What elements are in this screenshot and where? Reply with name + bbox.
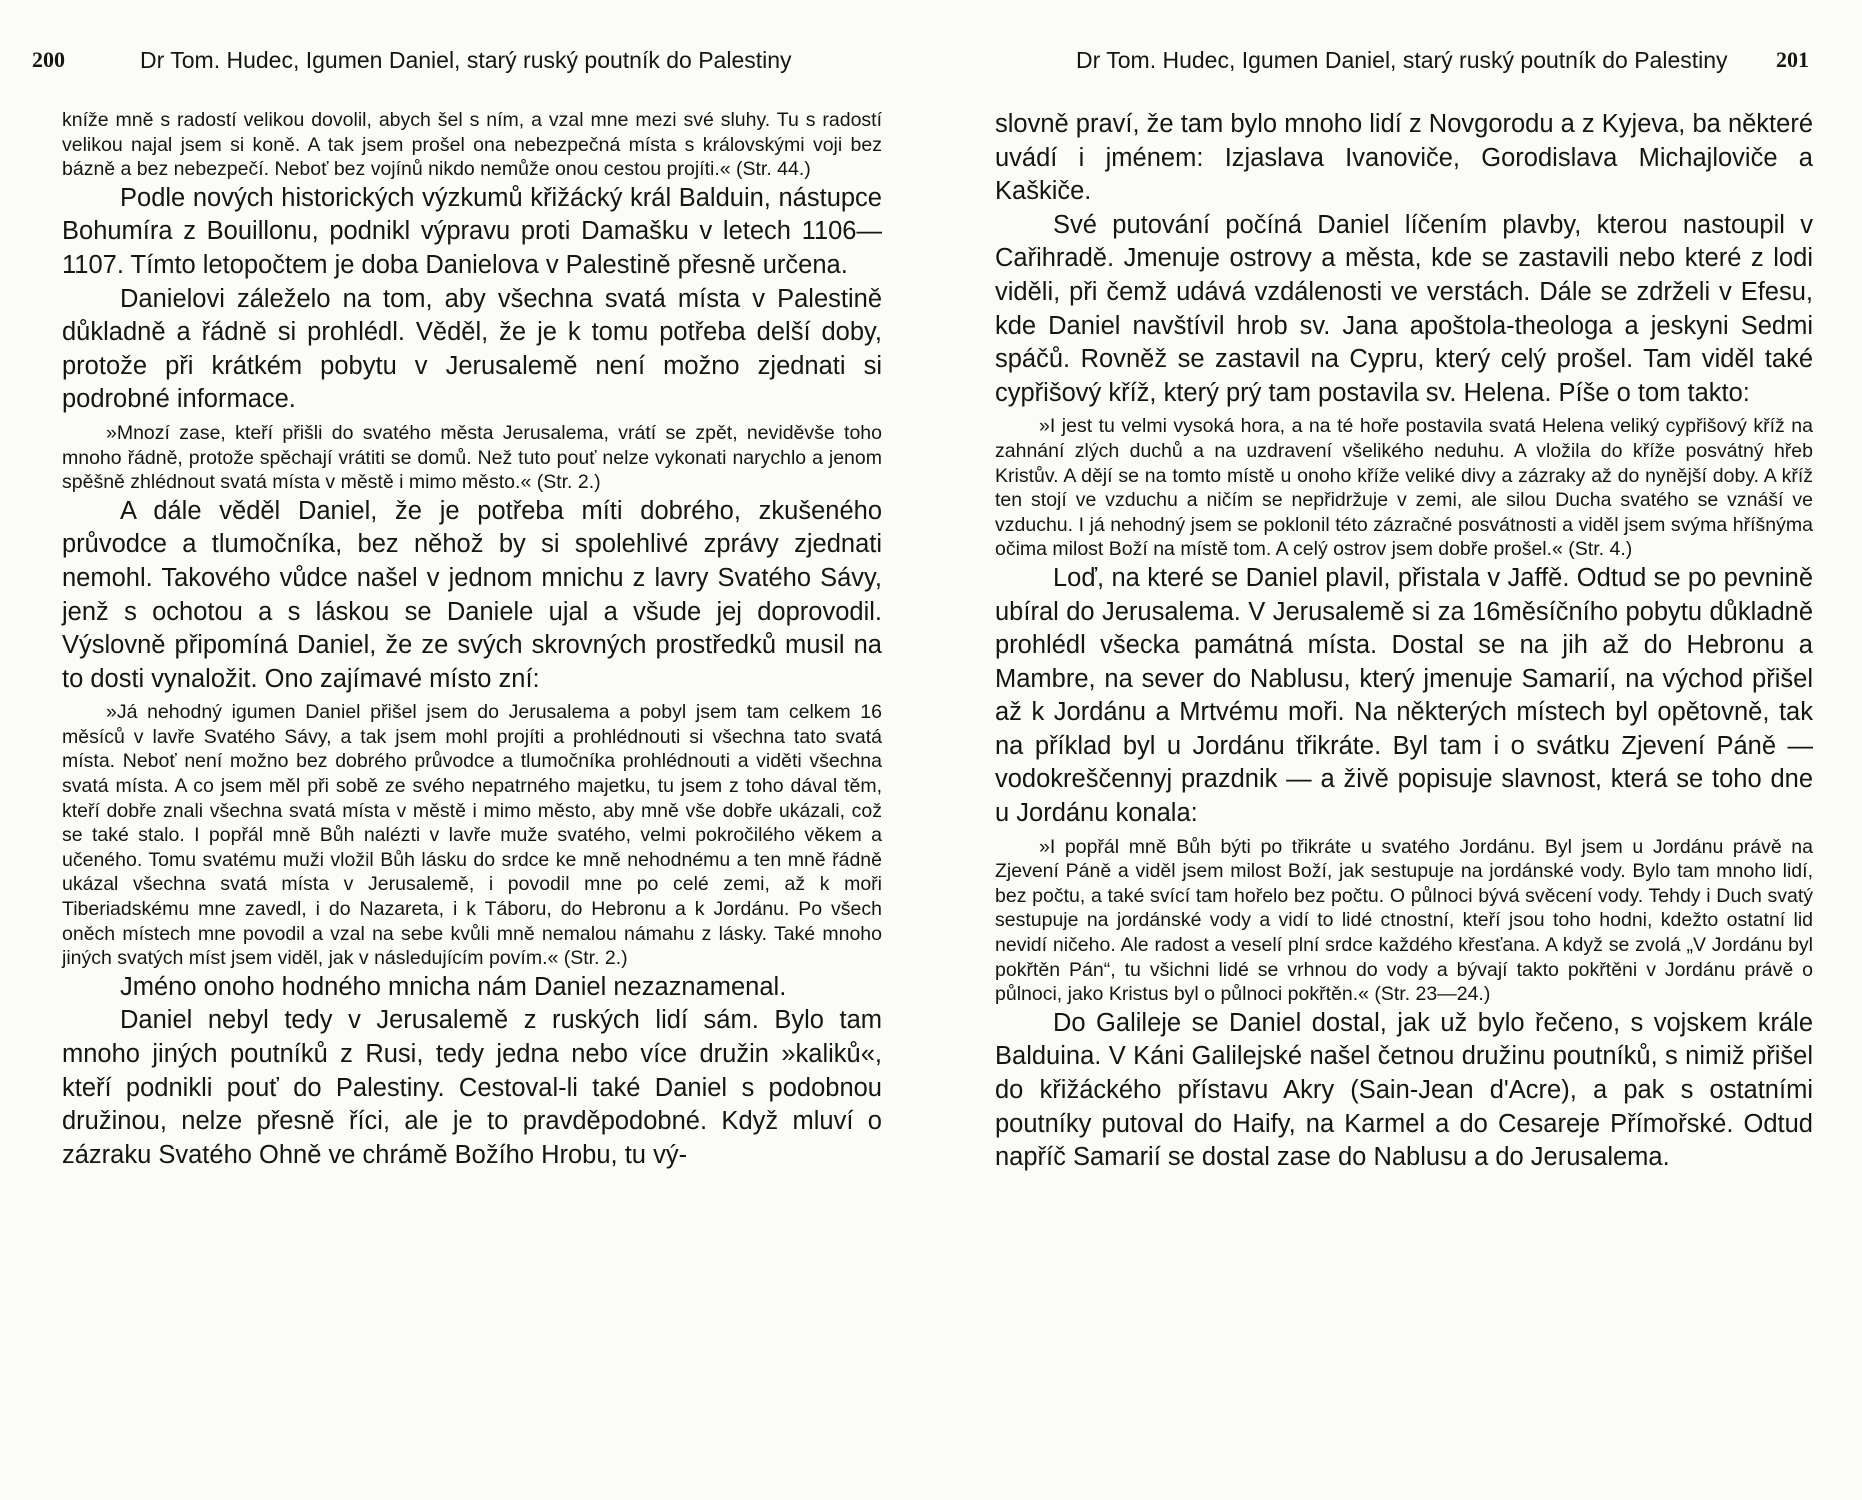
body-paragraph: Do Galileje se Daniel dostal, jak už bylo řečeno, s vojskem krále Balduina. V Káni Galilejské našel četnou družinu poutníků, s nimiž přišel do křižáckého přístavu Akry (Sain-Jean d'Acre), a pak s ostatními poutníky putoval do Haify, na Karmel a do Cesareje Přímořské. Odtud napříč Samarií se dostal zase do Nablusu a do Jerusalema. — [995, 1008, 1813, 1172]
body-paragraph: Podle nových historických výzkumů křižácký král Balduin, nástupce Bohumíra z Bouillonu, podnikl výpravu proti Damašku v letech 1106—1107. Tímto letopočtem je doba Danielova v Palestině přesně určena. — [62, 183, 882, 279]
quote-paragraph: kníže mně s radostí velikou dovolil, abych šel s ním, a vzal mne mezi své sluhy. Tu s radostí velikou najal jsem si koně. A tak jsem prošel ona nebezpečná místa s královskými voji bez bázně a bez nebezpečí. Neboť bez vojínů nikdo nemůže onou cestou projíti.« (Str. 44.) — [62, 109, 882, 181]
text-column — [62, 108, 882, 1172]
running-head: Dr Tom. Hudec, Igumen Daniel, starý ruský poutník do Palestiny — [140, 47, 792, 73]
text-column — [995, 108, 1813, 1175]
right-page — [931, 0, 1862, 1500]
page-number: 200 — [32, 47, 65, 72]
running-head: Dr Tom. Hudec, Igumen Daniel, starý ruský poutník do Palestiny — [1076, 47, 1728, 73]
body-paragraph: Danielovi záleželo na tom, aby všechna svatá místa v Palestině důkladně a řádně si prohlédl. Věděl, že je k tomu potřeba delší doby, protože při krátkém pobytu v Jerusalemě není možno zjednati si podrobné informace. — [62, 284, 882, 414]
body-paragraph: Jméno onoho hodného mnicha nám Daniel nezaznamenal. — [120, 972, 787, 1001]
quote-paragraph: »Já nehodný igumen Daniel přišel jsem do Jerusalema a pobyl jsem tam celkem 16 měsíců v lavře Svatého Sávy, a tak jsem mohl projíti a prohlédnouti si všechna tato svatá místa. Neboť není možno bez dobrého průvodce a tlumočníka prohlédnouti a viděti všechna svatá místa. A co jsem měl při sobě ze svého nepatrného majetku, tu jsem z toho dával těm, kteří dobře znali všechna svatá místa v městě i mimo město, aby mně vše dobře ukázali, což se také stalo. I popřál mně Bůh nalézti v lavře muže svatého, velmi pokročilého věkem a učeného. Tomu svatému muži vložil Bůh lásku do srdce ke mně nehodnému a ten mně řádně ukázal všechna svatá místa v Jerusalemě, i povodil mne po celé zemi, až k moři Tiberiadskému mne zavedl, i do Nazareta, i k Táboru, do Hebronu a k Jordánu. Po všech oněch místech mne povodil a vzal na sebe kvůli mně nemalou námahu z lásky. Také mnoho jiných svatých míst jsem viděl, jak v následujícím povím.« (Str. 2.) — [62, 701, 882, 970]
body-paragraph: Své putování počíná Daniel líčením plavby, kterou nastoupil v Cařihradě. Jmenuje ostrovy a města, kde se zastavili nebo které z lodi viděli, při čemž udává vzdálenosti ve verstách. Dále se zdrželi v Efesu, kde Daniel navštívil hrob sv. Jana apoštola-theologa a jeskyni Sedmi spáčů. Rovněž se zastavil na Cypru, který celý prošel. Tam viděl také cypřišový kříž, který prý tam postavila sv. Helena. Píše o tom takto: — [995, 210, 1813, 407]
quote-paragraph: »Mnozí zase, kteří přišli do svatého města Jerusalema, vrátí se zpět, neviděvše toho mnoho řádně, protože spěchají vrátiti se domů. Než tuto pouť nelze vykonati narychlo a jenom spěšně zhlédnout svatá místa v městě i mimo město.« (Str. 2.) — [62, 421, 882, 494]
quote-paragraph: »I jest tu velmi vysoká hora, a na té hoře postavila svatá Helena veliký cypřišový kříž na zahnání zlých duchů a na uzdravení všelikého neduhu. A vložila do kříže posvátný hřeb Kristův. A dějí se na tomto místě u onoho kříže veliké divy a zázraky až do nynější doby. A kříž ten stojí ve vzduchu a ničím se nepřidržuje v zemi, ale silou Ducha svatého se vznáší ve vzduchu. I já nehodný jsem se poklonil této zázračné posvátnosti a viděl jsem svýma hříšnýma očima milost Boží na místě tom. A celý ostrov jsem dobře prošel.« (Str. 4.) — [995, 415, 1813, 561]
body-paragraph: A dále věděl Daniel, že je potřeba míti dobrého, zkušeného průvodce a tlumočníka, bez něhož by si spolehlivé zprávy zjednati nemohl. Takového vůdce našel v jednom mnichu z lavry Svatého Sávy, jenž s ochotou a s láskou se Daniele ujal a všude jej doprovodil. Výslovně připomíná Daniel, že ze svých skrovných prostředků musil na to dosti vynaložit. Ono zajímavé místo zní: — [62, 496, 882, 693]
page-number: 201 — [1776, 47, 1809, 72]
body-paragraph: slovně praví, že tam bylo mnoho lidí z Novgorodu a z Kyjeva, ba některé uvádí i jménem: Izjaslava Ivanoviče, Gorodislava Michajloviče a Kaškiče. — [995, 110, 1813, 206]
body-paragraph: Daniel nebyl tedy v Jerusalemě z ruských lidí sám. Bylo tam mnoho jiných poutníků z Rusi, tedy jedna nebo více družin »kaliků«, kteří podnikli pouť do Palestiny. Cestoval-li také Daniel s podobnou družinou, nelze přesně říci, ale je to pravděpodobné. Když mluví o zázraku Svatého Ohně ve chrámě Božího Hrobu, tu vý- — [62, 1006, 882, 1169]
body-paragraph: Loď, na které se Daniel plavil, přistala v Jaffě. Odtud se po pevnině ubíral do Jerusalema. V Jerusalemě si za 16měsíčního pobytu důkladně prohlédl všecka památná místa. Dostal se na jih až do Hebronu a Mambre, na sever do Nablusu, který jmenuje Samarií, na východ přišel až k Jordánu a Mrtvému moři. Na některých místech byl opětovně, tak na příklad byl u Jordánu třikráte. Byl tam i o svátku Zjevení Páně — vodokreščennyj prazdnik — a živě popisuje slavnost, která se toho dne u Jordánu konala: — [995, 563, 1813, 828]
quote-paragraph: »I popřál mně Bůh býti po třikráte u svatého Jordánu. Byl jsem u Jordánu právě na Zjevení Páně a viděl jsem milost Boží, jak sestupuje na jordánské vody. Bylo tam mnoho lidí, bez počtu, a také svící tam hořelo bez počtu. O půlnoci bývá svěcení vody. Tehdy i Duch svatý sestupuje na jordánské vody a vidí to lidé ctnostní, kteří jsou toho hodni, kdežto ostatní lid nevidí ničeho. Ale radost a veselí plní srdce každého křesťana. A když se zvolá „V Jordánu byl pokřtěn Pán“, tu všichni lidé se vrhnou do vody a bývají takto pokřtěni v Jordánu právě o půlnoci, jako Kristus byl o půlnoci pokřtěn.« (Str. 23—24.) — [995, 835, 1813, 1006]
